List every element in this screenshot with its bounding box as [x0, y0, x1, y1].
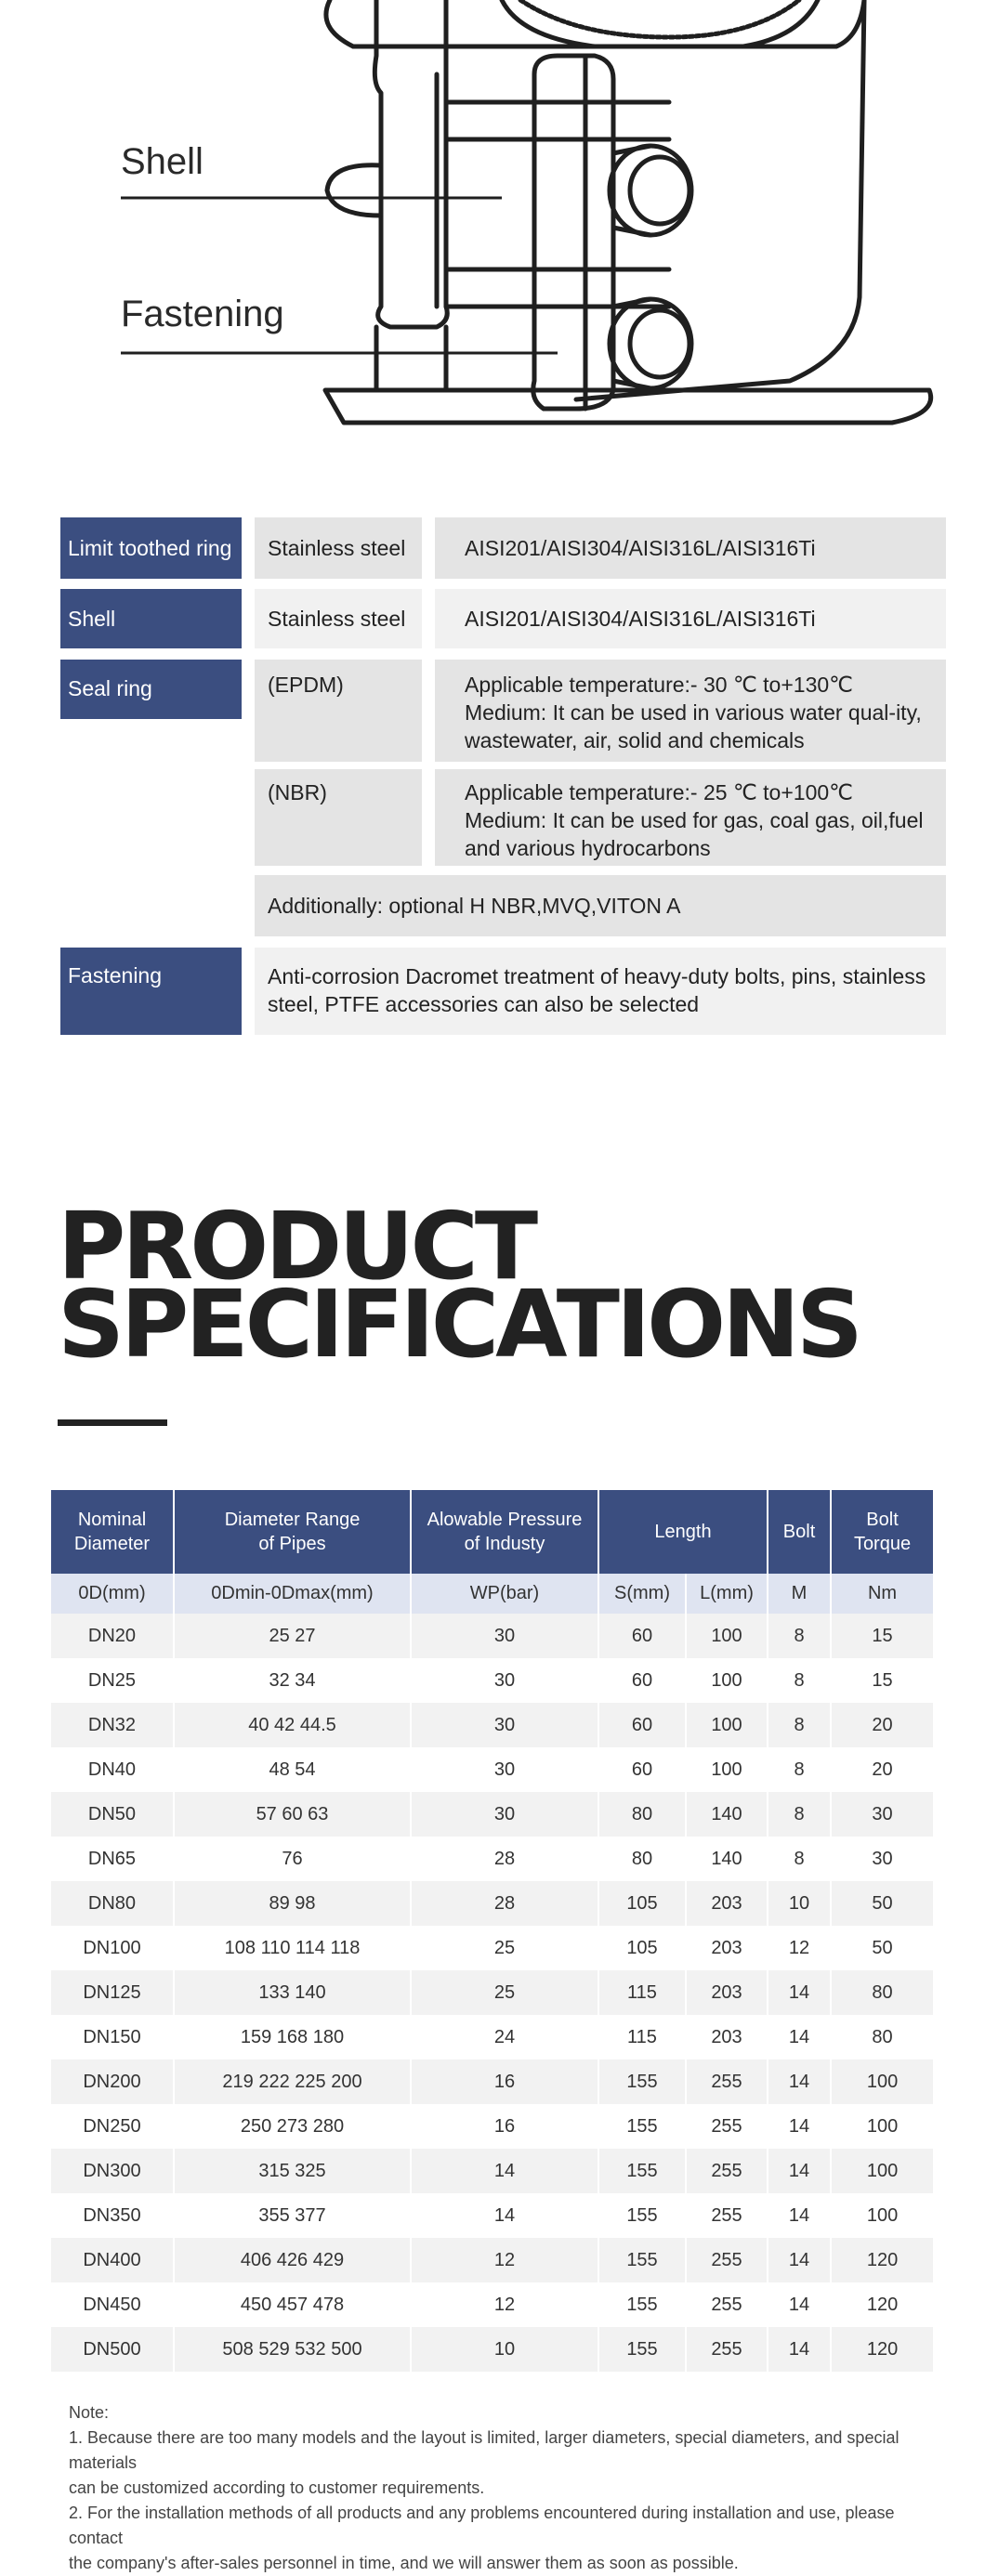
unit-cell: 0D(mm): [51, 1574, 174, 1614]
table-cell: 30: [411, 1703, 598, 1747]
detail-cell: AISI201/AISI304/AISI316L/AISI316Ti: [435, 589, 946, 648]
table-cell: DN80: [51, 1881, 174, 1926]
table-header-row: [51, 1490, 933, 1574]
table-row: [51, 2282, 933, 2327]
title-line-2: SPECIFICATIONS: [58, 1270, 860, 1379]
table-cell: DN250: [51, 2104, 174, 2149]
table-cell: 406 426 429: [174, 2238, 411, 2282]
clamp-illustration: [0, 0, 985, 437]
table-cell: 28: [411, 1881, 598, 1926]
table-cell: DN65: [51, 1837, 174, 1881]
table-cell: 219 222 225 200: [174, 2059, 411, 2104]
table-cell: 60: [598, 1747, 686, 1792]
table-cell: DN32: [51, 1703, 174, 1747]
fastening-detail: [255, 948, 946, 1035]
table-cell: 255: [686, 2282, 768, 2327]
table-cell: 255: [686, 2149, 768, 2193]
table-cell: 255: [686, 2104, 768, 2149]
table-cell: DN500: [51, 2327, 174, 2372]
table-row: [51, 2149, 933, 2193]
table-cell: 57 60 63: [174, 1792, 411, 1837]
table-cell: 30: [831, 1792, 933, 1837]
table-cell: 60: [598, 1703, 686, 1747]
table-cell: 40 42 44.5: [174, 1703, 411, 1747]
table-cell: 255: [686, 2059, 768, 2104]
table-cell: 8: [768, 1792, 831, 1837]
header-diameter-range: Diameter Range of Pipes: [174, 1490, 411, 1574]
material-cell: Stainless steel: [255, 517, 422, 579]
table-cell: 76: [174, 1837, 411, 1881]
detail-line: steel, PTFE accessories can also be selected: [268, 992, 700, 1016]
unit-cell: WP(bar): [411, 1574, 598, 1614]
table-cell: 203: [686, 1926, 768, 1970]
table-cell: 115: [598, 2015, 686, 2059]
header-length: Length: [598, 1490, 768, 1574]
table-cell: 8: [768, 1703, 831, 1747]
table-cell: 155: [598, 2238, 686, 2282]
table-cell: 10: [768, 1881, 831, 1926]
detail-line: Medium: It can be used in various water qual-ity,: [465, 700, 922, 725]
notes: [69, 2400, 924, 2576]
table-cell: DN40: [51, 1747, 174, 1792]
table-cell: 16: [411, 2104, 598, 2149]
table-cell: 60: [598, 1658, 686, 1703]
detail-cell: [435, 769, 946, 866]
note-line: 2. For the installation methods of all products and any problems encountered during installation and use, please contact: [69, 2504, 895, 2547]
table-cell: 255: [686, 2238, 768, 2282]
units-row: [51, 1574, 933, 1614]
table-cell: 155: [598, 2193, 686, 2238]
table-cell: 12: [411, 2238, 598, 2282]
table-cell: 203: [686, 1881, 768, 1926]
table-row: [51, 1703, 933, 1747]
table-cell: 115: [598, 1970, 686, 2015]
table-cell: 60: [598, 1614, 686, 1658]
header-bolt: Bolt: [768, 1490, 831, 1574]
table-cell: 28: [411, 1837, 598, 1881]
unit-cell: Nm: [831, 1574, 933, 1614]
table-cell: 15: [831, 1614, 933, 1658]
table-cell: 255: [686, 2327, 768, 2372]
product-diagram: [0, 0, 985, 437]
part-fastening: Fastening: [60, 948, 242, 1035]
table-cell: 450 457 478: [174, 2282, 411, 2327]
detail-cell: AISI201/AISI304/AISI316L/AISI316Ti: [435, 517, 946, 579]
detail-cell: [435, 660, 946, 762]
table-cell: 155: [598, 2104, 686, 2149]
table-cell: 50: [831, 1881, 933, 1926]
unit-cell: S(mm): [598, 1574, 686, 1614]
table-cell: 16: [411, 2059, 598, 2104]
table-cell: 80: [598, 1837, 686, 1881]
note-line: the company's after-sales personnel in time, and we will answer them as soon as possible.: [69, 2554, 739, 2572]
table-cell: 100: [686, 1658, 768, 1703]
table-row: [51, 1881, 933, 1926]
table-cell: DN25: [51, 1658, 174, 1703]
table-cell: 159 168 180: [174, 2015, 411, 2059]
table-row: [51, 2104, 933, 2149]
table-cell: 100: [686, 1703, 768, 1747]
table-cell: DN300: [51, 2149, 174, 2193]
table-cell: 14: [768, 2327, 831, 2372]
table-cell: 48 54: [174, 1747, 411, 1792]
detail-line: Applicable temperature:- 25 ℃ to+100℃: [465, 780, 853, 804]
table-cell: 203: [686, 2015, 768, 2059]
table-cell: DN50: [51, 1792, 174, 1837]
table-row: [51, 1747, 933, 1792]
table-row: [51, 1614, 933, 1658]
table-cell: 30: [411, 1747, 598, 1792]
table-cell: 14: [411, 2193, 598, 2238]
table-cell: 250 273 280: [174, 2104, 411, 2149]
table-cell: 32 34: [174, 1658, 411, 1703]
material-cell: Stainless steel: [255, 589, 422, 648]
table-cell: 100: [831, 2104, 933, 2149]
table-cell: 355 377: [174, 2193, 411, 2238]
table-cell: DN400: [51, 2238, 174, 2282]
unit-cell: L(mm): [686, 1574, 768, 1614]
table-cell: DN200: [51, 2059, 174, 2104]
additional-options: Additionally: optional H NBR,MVQ,VITON A: [255, 875, 946, 936]
table-cell: 140: [686, 1837, 768, 1881]
table-cell: 105: [598, 1926, 686, 1970]
part-limit-toothed-ring: Limit toothed ring: [60, 517, 242, 579]
table-cell: 30: [411, 1658, 598, 1703]
table-cell: 133 140: [174, 1970, 411, 2015]
table-cell: 20: [831, 1703, 933, 1747]
table-cell: 25: [411, 1926, 598, 1970]
table-cell: 14: [768, 2193, 831, 2238]
table-row: [51, 2193, 933, 2238]
note-line: Note:: [69, 2403, 110, 2422]
table-cell: 14: [768, 2059, 831, 2104]
table-cell: 80: [831, 1970, 933, 2015]
table-cell: 25: [411, 1970, 598, 2015]
part-shell: Shell: [60, 589, 242, 648]
table-cell: 100: [686, 1614, 768, 1658]
note-line: can be customized according to customer requirements.: [69, 2478, 485, 2497]
table-cell: 315 325: [174, 2149, 411, 2193]
table-cell: 155: [598, 2327, 686, 2372]
header-nominal-diameter: Nominal Diameter: [51, 1490, 174, 1574]
table-row: [51, 1792, 933, 1837]
table-cell: DN150: [51, 2015, 174, 2059]
table-cell: 100: [686, 1747, 768, 1792]
fastening-label: Fastening: [121, 294, 284, 334]
title-line-1: PRODUCT: [58, 1192, 535, 1301]
table-cell: 25 27: [174, 1614, 411, 1658]
title-underline: [58, 1419, 167, 1426]
table-cell: 8: [768, 1614, 831, 1658]
header-pressure: Alowable Pressure of Industy: [411, 1490, 598, 1574]
table-row: [51, 2015, 933, 2059]
table-cell: 14: [768, 2015, 831, 2059]
table-cell: 155: [598, 2059, 686, 2104]
table-row: [51, 2238, 933, 2282]
unit-cell: 0Dmin-0Dmax(mm): [174, 1574, 411, 1614]
table-cell: 120: [831, 2327, 933, 2372]
table-cell: 120: [831, 2238, 933, 2282]
table-cell: 8: [768, 1658, 831, 1703]
table-cell: 30: [411, 1614, 598, 1658]
table-cell: 100: [831, 2149, 933, 2193]
table-cell: 14: [411, 2149, 598, 2193]
table-cell: 10: [411, 2327, 598, 2372]
table-cell: DN450: [51, 2282, 174, 2327]
spec-table: [51, 1490, 933, 2372]
table-cell: 24: [411, 2015, 598, 2059]
table-cell: 15: [831, 1658, 933, 1703]
table-cell: 14: [768, 1970, 831, 2015]
table-cell: 14: [768, 2238, 831, 2282]
table-cell: DN125: [51, 1970, 174, 2015]
table-cell: 155: [598, 2282, 686, 2327]
page-title: [58, 1192, 860, 1379]
part-seal-ring: Seal ring: [60, 660, 242, 719]
table-cell: 108 110 114 118: [174, 1926, 411, 1970]
detail-line: wastewater, air, solid and chemicals: [465, 728, 805, 752]
table-row: [51, 1837, 933, 1881]
table-cell: 12: [411, 2282, 598, 2327]
detail-line: Applicable temperature:- 30 ℃ to+130℃: [465, 673, 853, 697]
table-cell: 14: [768, 2104, 831, 2149]
table-cell: 20: [831, 1747, 933, 1792]
table-cell: 100: [831, 2193, 933, 2238]
detail-line: and various hydrocarbons: [465, 836, 711, 860]
table-cell: DN350: [51, 2193, 174, 2238]
table-cell: 14: [768, 2282, 831, 2327]
table-cell: DN20: [51, 1614, 174, 1658]
table-cell: 100: [831, 2059, 933, 2104]
note-line: 1. Because there are too many models and the layout is limited, larger diameters, special diameters, and special materials: [69, 2428, 900, 2472]
table-row: [51, 2059, 933, 2104]
table-cell: 89 98: [174, 1881, 411, 1926]
unit-cell: M: [768, 1574, 831, 1614]
table-cell: 255: [686, 2193, 768, 2238]
table-row: [51, 1970, 933, 2015]
table-cell: 50: [831, 1926, 933, 1970]
table-cell: 105: [598, 1881, 686, 1926]
table-cell: 14: [768, 2149, 831, 2193]
material-cell: (EPDM): [255, 660, 422, 762]
detail-line: Anti-corrosion Dacromet treatment of heavy-duty bolts, pins, stainless: [268, 964, 926, 988]
table-cell: 120: [831, 2282, 933, 2327]
table-cell: 8: [768, 1837, 831, 1881]
table-row: [51, 1658, 933, 1703]
table-cell: 8: [768, 1747, 831, 1792]
table-cell: 203: [686, 1970, 768, 2015]
table-cell: 155: [598, 2149, 686, 2193]
shell-label: Shell: [121, 141, 204, 182]
table-cell: 508 529 532 500: [174, 2327, 411, 2372]
table-cell: 80: [598, 1792, 686, 1837]
table-cell: 140: [686, 1792, 768, 1837]
material-cell: (NBR): [255, 769, 422, 866]
table-cell: DN100: [51, 1926, 174, 1970]
table-row: [51, 1926, 933, 1970]
table-cell: 80: [831, 2015, 933, 2059]
table-row: [51, 2327, 933, 2372]
table-cell: 30: [411, 1792, 598, 1837]
detail-line: Medium: It can be used for gas, coal gas, oil,fuel: [465, 808, 924, 832]
header-torque: Bolt Torque: [831, 1490, 933, 1574]
table-cell: 30: [831, 1837, 933, 1881]
table-cell: 12: [768, 1926, 831, 1970]
